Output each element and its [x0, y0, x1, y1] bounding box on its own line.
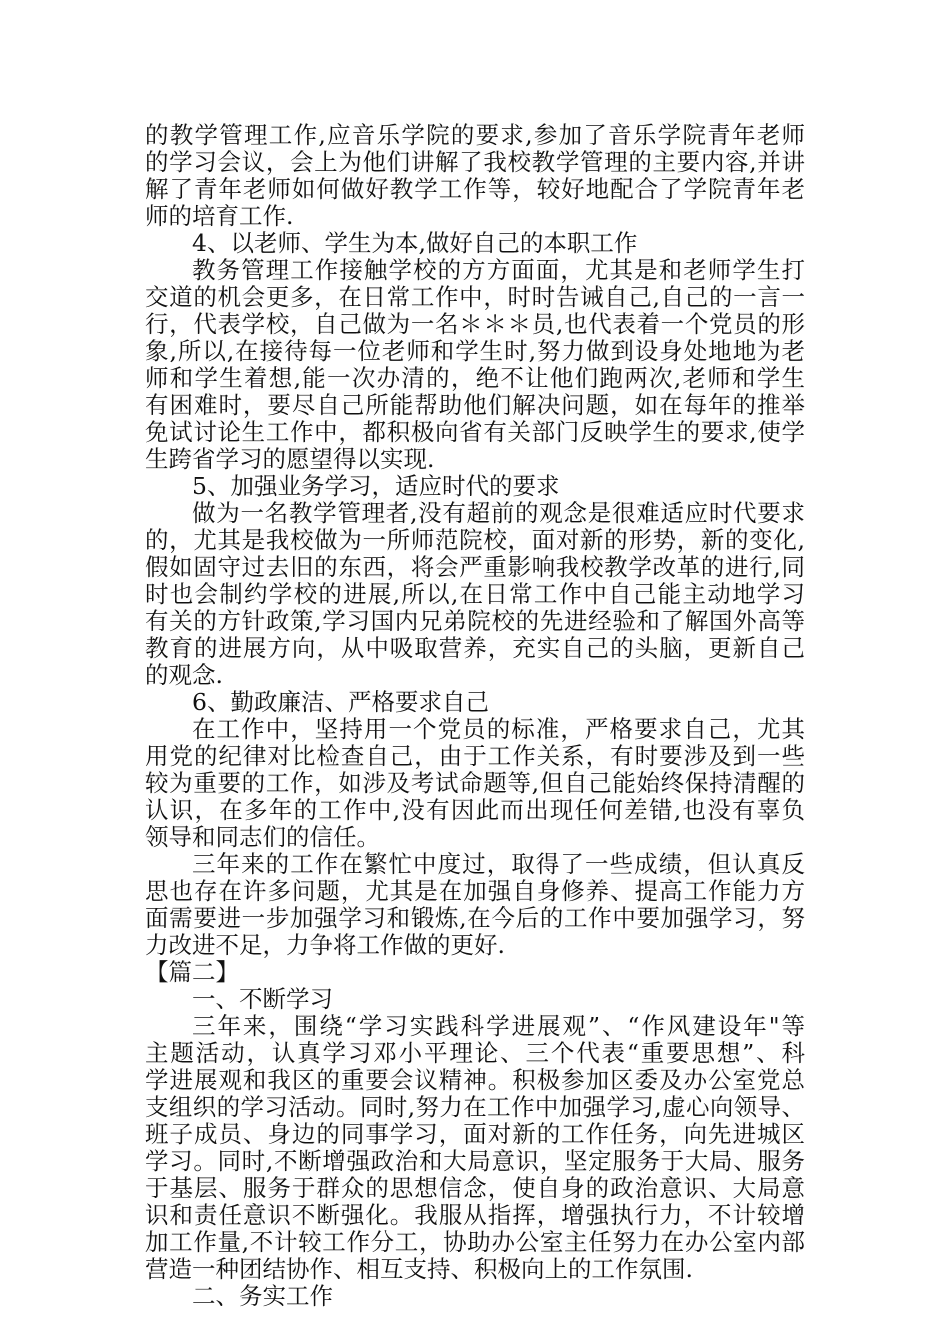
text-line: 领导和同志们的信任。: [145, 824, 380, 851]
text-line: 教育的进展方向，从中吸取营养，充实自己的头脑，更新自己: [145, 635, 805, 662]
text-line: 行，代表学校，自己做为一名＊＊＊员,也代表着一个党员的形: [145, 311, 805, 338]
text-line: 免试讨论生工作中，都积极向省有关部门反映学生的要求,使学: [145, 419, 805, 446]
text-line: 师的培育工作.: [145, 203, 294, 230]
document-body: [145, 122, 805, 1310]
text-line: 解了青年老师如何做好教学工作等，较好地配合了学院青年老: [145, 176, 805, 203]
text-line: 面需要进一步加强学习和锻炼,在今后的工作中要加强学习，努: [145, 905, 805, 932]
text-line: 用党的纪律对比检查自己，由于工作关系，有时要涉及到一些: [145, 743, 805, 770]
text-line: 识和责任意识不断强化。我服从指挥，增强执行力，不计较增: [145, 1202, 805, 1229]
text-line: 的学习会议，会上为他们讲解了我校教学管理的主要内容,并讲: [145, 149, 805, 176]
text-line: 教务管理工作接触学校的方方面面，尤其是和老师学生打: [192, 257, 805, 284]
text-line: 加工作量,不计较工作分工，协助办公室主任努力在办公室内部: [145, 1229, 805, 1256]
text-line: 有困难时，要尽自己所能帮助他们解决问题，如在每年的推举: [145, 392, 805, 419]
text-line: 思也存在许多问题，尤其是在加强自身修养、提高工作能力方: [145, 878, 805, 905]
text-line: 假如固守过去旧的东西，将会严重影响我校教学改革的进行,同: [145, 554, 805, 581]
text-line: 于基层、服务于群众的思想信念，使自身的政治意识、大局意: [145, 1175, 805, 1202]
text-line: 5、加强业务学习，适应时代的要求: [192, 473, 560, 500]
text-line: 交道的机会更多，在日常工作中，时时告诫自己,自己的一言一: [145, 284, 805, 311]
text-line: 做为一名教学管理者,没有超前的观念是很难适应时代要求: [192, 500, 805, 527]
text-line: 师和学生着想,能一次办清的，绝不让他们跑两次,老师和学生: [145, 365, 805, 392]
text-line: 学进展观和我区的重要会议精神。积极参加区委及办公室党总: [145, 1067, 805, 1094]
text-line: 三年来，围绕“学习实践科学进展观”、“作风建设年"等: [192, 1013, 805, 1040]
text-line: 营造一种团结协作、相互支持、积极向上的工作氛围.: [145, 1256, 693, 1283]
text-line: 的，尤其是我校做为一所师范院校，面对新的形势，新的变化,: [145, 527, 805, 554]
text-line: 的观念.: [145, 662, 223, 689]
text-line: 6、勤政廉洁、严格要求自己: [192, 689, 489, 716]
text-line: 4、以老师、学生为本,做好自己的本职工作: [192, 230, 638, 257]
text-line: 一、不断学习: [192, 986, 333, 1013]
text-line: 生跨省学习的愿望得以实现.: [145, 446, 435, 473]
text-line: 二、务实工作: [192, 1283, 333, 1310]
text-line: 支组织的学习活动。同时,努力在工作中加强学习,虚心向领导、: [145, 1094, 805, 1121]
text-line: 【篇二】: [145, 959, 239, 986]
text-line: 学习。同时,不断增强政治和大局意识，坚定服务于大局、服务: [145, 1148, 805, 1175]
text-line: 班子成员、身边的同事学习，面对新的工作任务，向先进城区: [145, 1121, 805, 1148]
text-line: 三年来的工作在繁忙中度过，取得了一些成绩，但认真反: [192, 851, 805, 878]
text-line: 有关的方针政策,学习国内兄弟院校的先进经验和了解国外高等: [145, 608, 805, 635]
text-line: 时也会制约学校的进展,所以,在日常工作中自己能主动地学习: [145, 581, 805, 608]
text-line: 力改进不足，力争将工作做的更好.: [145, 932, 505, 959]
text-line: 在工作中，坚持用一个党员的标准，严格要求自己，尤其: [192, 716, 805, 743]
text-line: 的教学管理工作,应音乐学院的要求,参加了音乐学院青年老师: [145, 122, 805, 149]
text-line: 主题活动，认真学习邓小平理论、三个代表“重要思想”、科: [145, 1040, 805, 1067]
text-line: 认识，在多年的工作中,没有因此而出现任何差错,也没有辜负: [145, 797, 805, 824]
text-line: 象,所以,在接待每一位老师和学生时,努力做到设身处地地为老: [145, 338, 805, 365]
text-line: 较为重要的工作，如涉及考试命题等,但自己能始终保持清醒的: [145, 770, 805, 797]
